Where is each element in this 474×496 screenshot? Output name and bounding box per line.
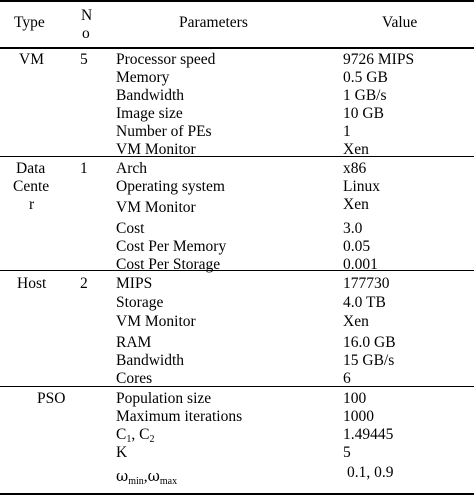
- host-param: Storage: [116, 294, 164, 311]
- datacenter-param: VM Monitor: [116, 199, 196, 216]
- host-param: VM Monitor: [116, 313, 196, 330]
- datacenter-value: Xen: [343, 196, 369, 213]
- host-value: 177730: [343, 275, 390, 292]
- header-value: Value: [382, 14, 418, 31]
- host-value: 16.0 GB: [343, 334, 396, 351]
- host-value: 4.0 TB: [343, 294, 386, 311]
- host-param: RAM: [116, 334, 152, 351]
- header-no-line1: N: [81, 7, 93, 24]
- vm-value: 1 GB/s: [343, 87, 387, 104]
- omega-symbol: ω: [116, 467, 129, 485]
- host-param: Cores: [116, 370, 153, 387]
- datacenter-value: x86: [343, 160, 367, 177]
- omega-max-subscript: max: [159, 476, 178, 487]
- vm-param: VM Monitor: [116, 141, 196, 158]
- vm-type: VM: [19, 51, 44, 68]
- top-rule: [0, 0, 474, 2]
- datacenter-value: 3.0: [343, 220, 363, 237]
- datacenter-type-line3: r: [29, 196, 35, 213]
- vm-param: Memory: [116, 69, 170, 86]
- datacenter-param: Cost Per Storage: [116, 256, 221, 273]
- datacenter-type-line2: Cente: [13, 178, 50, 195]
- host-type: Host: [17, 275, 47, 292]
- datacenter-value: 0.05: [343, 238, 371, 255]
- pso-value: 5: [343, 444, 351, 461]
- vm-value: 9726 MIPS: [343, 51, 415, 68]
- c2-subscript: 2: [149, 434, 155, 445]
- header-no-line2: o: [82, 25, 90, 42]
- vm-value: Xen: [343, 141, 369, 158]
- c2-separator: , C: [131, 426, 150, 443]
- header-rule: [0, 47, 474, 49]
- vm-no: 5: [80, 51, 88, 68]
- c-letter: C: [116, 426, 127, 443]
- host-param: MIPS: [116, 275, 153, 292]
- pso-type: PSO: [37, 390, 66, 407]
- datacenter-value: Linux: [343, 178, 381, 195]
- pso-value: 1.49445: [343, 426, 394, 443]
- host-rule: [0, 386, 474, 387]
- vm-value: 0.5 GB: [343, 69, 388, 86]
- pso-param: K: [116, 444, 128, 461]
- pso-value: 100: [343, 390, 367, 407]
- omega-comma: ,: [143, 468, 148, 485]
- vm-param: Image size: [116, 105, 183, 122]
- datacenter-no: 1: [80, 160, 88, 177]
- vm-rule: [0, 156, 474, 157]
- host-value: 15 GB/s: [343, 352, 395, 369]
- datacenter-rule: [0, 270, 474, 271]
- datacenter-param: Cost Per Memory: [116, 238, 227, 255]
- pso-value: 1000: [343, 408, 374, 425]
- header-type: Type: [14, 14, 45, 31]
- header-parameters: Parameters: [179, 14, 248, 31]
- pso-param-c1-c2: [116, 426, 154, 444]
- bottom-rule: [0, 493, 474, 495]
- datacenter-param: Cost: [116, 220, 145, 237]
- c1-subscript: 1: [126, 434, 132, 445]
- datacenter-value: 0.001: [343, 256, 378, 273]
- datacenter-param: Arch: [116, 160, 147, 177]
- host-value: Xen: [343, 313, 369, 330]
- host-no: 2: [80, 275, 88, 292]
- datacenter-param: Operating system: [116, 178, 225, 195]
- omega-symbol: ω: [147, 467, 160, 485]
- host-value: 6: [343, 370, 351, 387]
- vm-param: Number of PEs: [116, 123, 212, 140]
- pso-param: Maximum iterations: [116, 408, 243, 425]
- pso-param-omega: [116, 467, 177, 486]
- vm-value: 10 GB: [343, 105, 384, 122]
- host-param: Bandwidth: [116, 352, 185, 369]
- pso-param: Population size: [116, 390, 212, 407]
- vm-param: Bandwidth: [116, 87, 185, 104]
- omega-min-subscript: min: [128, 476, 144, 487]
- datacenter-type-line1: Data: [16, 160, 46, 177]
- vm-param: Processor speed: [116, 51, 216, 68]
- vm-value: 1: [343, 123, 351, 140]
- pso-value: 0.1, 0.9: [347, 464, 394, 481]
